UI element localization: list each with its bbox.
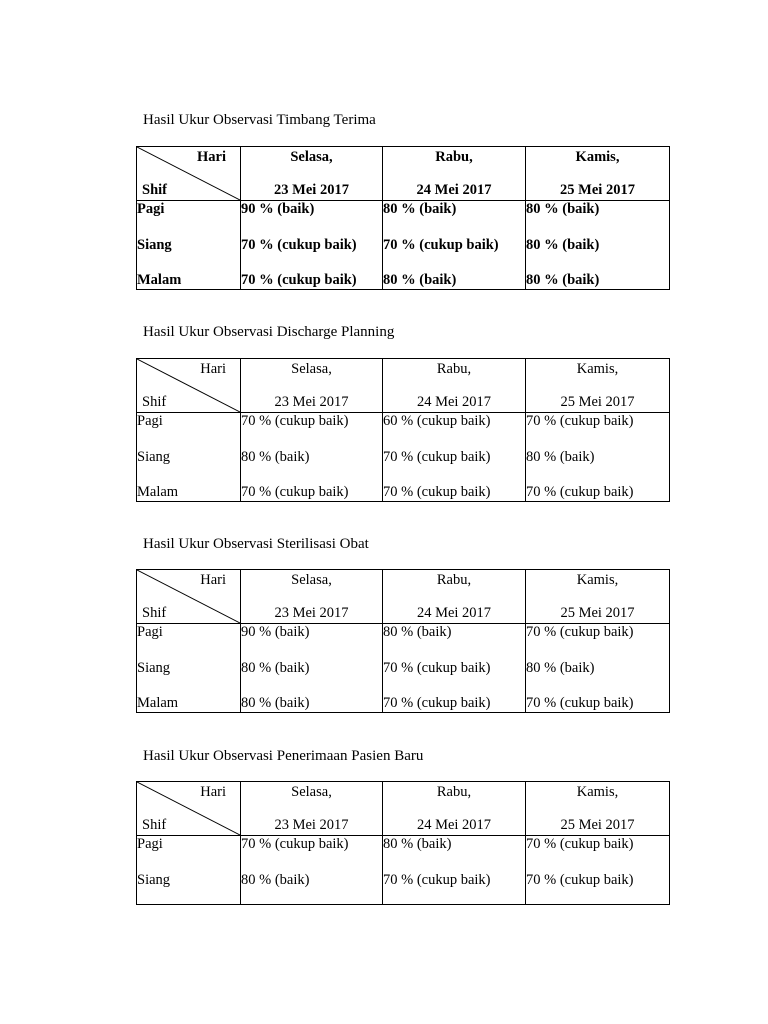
value-cell: 70 % (cukup baik) [383,659,491,676]
value-column-selasa [241,201,383,290]
corner-label-shif: Shif [142,605,167,621]
value-cell: 70 % (cukup baik) [241,484,349,500]
day-name: Selasa, [291,784,332,800]
value-cell: 60 % (cukup baik) [383,413,491,429]
value-cell: 70 % (cukup baik) [383,871,491,888]
header-day-kamis [526,359,670,413]
day-name: Kamis, [576,361,619,377]
value-column-selasa [241,836,383,905]
corner-label-shif: Shif [142,394,167,410]
value-cell: 80 % (baik) [526,659,595,676]
value-column-selasa [241,624,383,713]
table-body-row [137,413,670,502]
shift-label: Pagi [137,413,163,429]
corner-cell [137,782,241,836]
header-day-kamis [526,147,670,201]
shift-label: Malam [137,695,179,711]
day-name: Rabu, [436,784,472,800]
header-day-kamis [526,782,670,836]
header-day-kamis [526,570,670,624]
corner-label-hari: Hari [200,572,226,588]
header-day-selasa [241,570,383,624]
value-cell: 80 % (baik) [526,448,595,465]
value-column-kamis [526,836,670,905]
shift-column [137,201,241,290]
day-date: 25 Mei 2017 [560,605,635,621]
header-day-selasa [241,359,383,413]
shift-label: Siang [137,871,171,888]
header-day-rabu [383,359,526,413]
day-date: 23 Mei 2017 [274,817,349,833]
value-column-kamis [526,624,670,713]
day-date: 25 Mei 2017 [560,182,635,198]
value-column-rabu [383,836,526,905]
value-cell: 70 % (cukup baik) [383,236,499,253]
corner-cell [137,147,241,201]
value-cell: 70 % (cukup baik) [383,448,491,465]
value-cell: 70 % (cukup baik) [526,871,634,888]
corner-label-hari: Hari [200,784,226,800]
value-column-kamis [526,201,670,290]
value-cell: 80 % (baik) [241,448,310,465]
day-date: 23 Mei 2017 [274,605,349,621]
value-cell: 80 % (baik) [241,695,310,711]
value-cell: 70 % (cukup baik) [241,236,357,253]
value-cell: 80 % (baik) [383,624,452,640]
day-name: Rabu, [436,572,472,588]
value-cell: 80 % (baik) [383,272,457,288]
day-date: 25 Mei 2017 [560,394,635,410]
day-name: Kamis, [575,149,620,165]
table-header-row [137,359,670,413]
section-title-discharge-planning: Hasil Ukur Observasi Discharge Planning [143,324,395,340]
day-date: 23 Mei 2017 [274,394,349,410]
corner-cell [137,359,241,413]
value-cell: 70 % (cukup baik) [241,272,357,288]
table-body-row [137,836,670,905]
header-day-rabu [383,147,526,201]
shift-label: Siang [137,448,171,465]
value-cell: 80 % (baik) [383,836,452,852]
value-column-kamis [526,413,670,502]
value-column-rabu [383,624,526,713]
header-day-selasa [241,782,383,836]
table-discharge-planning [136,358,670,502]
value-cell: 70 % (cukup baik) [241,413,349,429]
section-title-penerimaan-pasien-baru: Hasil Ukur Observasi Penerimaan Pasien Baru [143,748,424,764]
value-cell: 90 % (baik) [241,201,315,217]
day-name: Rabu, [435,149,473,165]
shift-label: Pagi [137,624,163,640]
day-name: Selasa, [290,149,333,165]
table-body-row [137,201,670,290]
value-cell: 70 % (cukup baik) [526,836,634,852]
table-header-row [137,570,670,624]
value-cell: 70 % (cukup baik) [526,484,634,500]
day-date: 24 Mei 2017 [416,605,492,621]
day-date: 23 Mei 2017 [274,182,349,198]
value-cell: 70 % (cukup baik) [241,836,349,852]
value-cell: 80 % (baik) [241,659,310,676]
corner-label-hari: Hari [197,149,226,165]
value-cell: 80 % (baik) [526,236,600,253]
day-name: Selasa, [291,572,332,588]
value-cell: 70 % (cukup baik) [526,624,634,640]
shift-label: Malam [137,272,182,288]
day-name: Rabu, [436,361,472,377]
day-date: 25 Mei 2017 [560,817,635,833]
value-cell: 70 % (cukup baik) [383,695,491,711]
value-cell: 70 % (cukup baik) [383,484,491,500]
shift-label: Siang [137,236,172,253]
table-header-row [137,147,670,201]
value-column-rabu [383,201,526,290]
day-date: 24 Mei 2017 [416,182,492,198]
value-cell: 80 % (baik) [526,201,600,217]
shift-column [137,624,241,713]
section-title-timbang-terima: Hasil Ukur Observasi Timbang Terima [143,112,376,128]
value-cell: 70 % (cukup baik) [526,413,634,429]
day-date: 24 Mei 2017 [416,817,492,833]
corner-label-shif: Shif [142,817,167,833]
corner-label-hari: Hari [200,361,226,377]
section-title-sterilisasi-obat: Hasil Ukur Observasi Sterilisasi Obat [143,536,369,552]
shift-column [137,836,241,905]
header-day-rabu [383,570,526,624]
value-cell: 80 % (baik) [526,272,600,288]
shift-label: Pagi [137,201,165,217]
day-date: 24 Mei 2017 [416,394,492,410]
table-timbang-terima [136,146,670,290]
shift-label: Pagi [137,836,163,852]
table-body-row [137,624,670,713]
value-column-selasa [241,413,383,502]
day-name: Selasa, [291,361,332,377]
shift-label: Malam [137,484,179,500]
value-cell: 90 % (baik) [241,624,310,640]
value-cell: 70 % (cukup baik) [526,695,634,711]
table-header-row [137,782,670,836]
shift-column [137,413,241,502]
table-penerimaan-pasien-baru [136,781,670,905]
corner-label-shif: Shif [142,182,167,198]
value-column-rabu [383,413,526,502]
value-cell: 80 % (baik) [383,201,457,217]
table-sterilisasi-obat [136,569,670,713]
value-cell: 80 % (baik) [241,871,310,888]
day-name: Kamis, [576,572,619,588]
corner-cell [137,570,241,624]
day-name: Kamis, [576,784,619,800]
header-day-selasa [241,147,383,201]
shift-label: Siang [137,659,171,676]
header-day-rabu [383,782,526,836]
